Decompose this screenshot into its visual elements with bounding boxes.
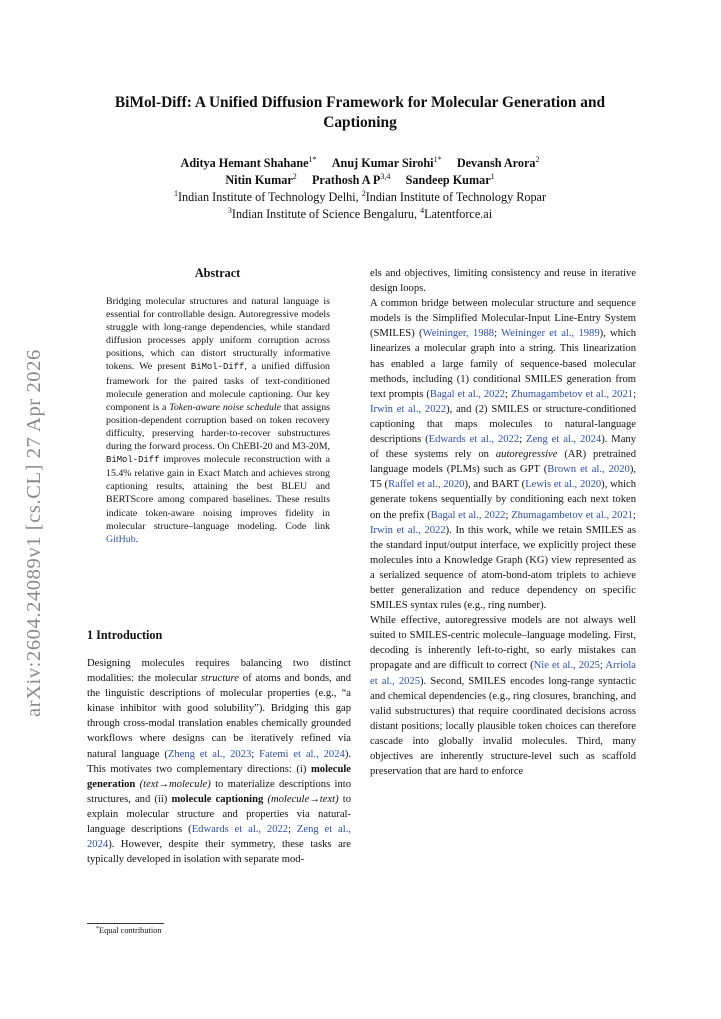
citation-link[interactable]: Weininger et al., 1989 xyxy=(501,328,600,340)
citation-link[interactable]: Bagal et al., 2022 xyxy=(429,388,506,400)
bold-term: molecule generation xyxy=(87,763,351,790)
paragraph: A common bridge between molecular structure and sequence models is the Simplified Molecular-Input Line-Entry System (SMILES) (Weininger, 1988; Weininger et al., 1989), which linearizes a molecular graph into a string. This linearization has enabled a large family of sequence-based molecular methods, including (1) conditional SMILES generation from text prompts (Bagal et al., 2022; Zhumagambetov et al., 2021; Irwin et al., 2022), and (2) SMILES or structure-conditioned captioning that maps molecules to natural-language descriptions (Edwards et al., 2022; Zeng et al., 2024). Many of these systems rely on autoregressive (AR) pretrained language models (PLMs) such as GPT (Brown et al., 2020), T5 (Raffel et al., 2020), and BART (Lewis et al., 2020), which generate tokens sequentially by conditioning each next token on the prefix (Bagal et al., 2022; Zhumagambetov et al., 2021; Irwin et al., 2022). In this work, while we retain SMILES as the standard input/output interface, we explicitly project these molecules into a Knowledge Graph (KG) view represented as a serialized sequence of atom-bond-atom triplets to achieve better generalization and reduce dependency on specific SMILES syntax rules (e.g., ring number). xyxy=(370,298,637,612)
affiliation-line-2 xyxy=(80,206,640,223)
author-name: Nitin Kumar xyxy=(225,173,293,187)
body-text: ), T5 ( xyxy=(370,464,636,491)
citation-link[interactable]: Edwards et al., 2022 xyxy=(191,824,289,836)
body-text: A common bridge between molecular structure and sequence models is the Simplified Molecular-Input Line-Entry System (SMILES) ( xyxy=(370,298,636,340)
citation-link[interactable]: Nie et al., 2025 xyxy=(533,660,600,672)
author-name: Devansh Arora xyxy=(456,156,536,170)
affiliation: Indian Institute of Technology Delhi, xyxy=(177,190,362,204)
paragraph: While effective, autoregressive models are not always well suited to SMILES-centric molecule–language modeling. First, decoding is inherently left-to-right, so early mistakes can propagate and are difficult to correct (Nie et al., 2025; Arriola et al., 2025). Second, SMILES encodes long-range syntactic and chemical dependencies (e.g., ring closures, branching, and valid substructures) that require coordinated decisions across distant positions; locally plausible token choices can therefore cascade into globally invalid molecules. Third, many objectives are inherently structure-level such as scaffold preservation that are hard to enforce xyxy=(370,615,636,778)
abstract-heading: Abstract xyxy=(194,266,241,280)
citation-link[interactable]: Zeng et al., 2024 xyxy=(526,434,602,446)
citation-link[interactable]: Zheng et al., 2023 xyxy=(167,748,252,760)
author-affil-mark: 1* xyxy=(308,155,317,164)
emphasis: structure xyxy=(201,673,239,685)
affiliation: Indian Institute of Science Bengaluru, xyxy=(231,207,421,221)
citation-link[interactable]: Irwin et al., 2022 xyxy=(370,403,447,415)
body-text: ), which generate tokens sequentially by conditioning each next token on the prefix ( xyxy=(370,479,637,521)
citation-link[interactable]: Zhumagambetov et al., 2021 xyxy=(510,388,634,400)
paragraph: els and objectives, limiting consistency and reuse in iterative design loops. xyxy=(370,268,636,295)
footnote xyxy=(96,926,162,935)
citation-link[interactable]: Fatemi et al., 2024 xyxy=(259,748,345,760)
github-link[interactable]: GitHub xyxy=(106,533,136,545)
affil-mark: 4 xyxy=(420,206,425,215)
abstract-text: improves molecule reconstruction with a 15.4% relative gain in Exact Match and achieves strong captioning results, attaining the best BLEU and BERTScore among compared baselines. These results indicate token-aware noising improves fidelity in molecular structure–language modeling. Code link xyxy=(106,454,330,532)
citation-link[interactable]: Arriola et al., 2025 xyxy=(370,660,636,687)
body-text: ), and BART ( xyxy=(464,479,526,491)
body-text: ). In this work, while we retain SMILES as the standard input/output interface, we explicitly project these molecules into a Knowledge Graph (KG) view represented as a serialized sequence of atom-bond-atom triplets to achieve better generalization and reduce dependency on specific SMILES syntax rules (e.g., ring number). xyxy=(370,524,637,612)
body-text: ). Second, SMILES encodes long-range syntactic and chemical dependencies (e.g., ring closures, branching, and valid substructures) that require coordinated decisions across distant positions; locally plausible token choices can therefore cascade into globally invalid molecules. Third, many objectives are inherently structure-level such as scaffold preservation that are hard to enforce xyxy=(370,675,636,778)
emphasis: (text→molecule) xyxy=(139,778,211,790)
abstract-text: . xyxy=(135,533,139,545)
model-name-code: BiMol-Diff xyxy=(106,455,160,466)
author-affil-mark: 1 xyxy=(490,172,495,181)
body-text: ). However, despite their symmetry, these tasks are typically developed in isolation with separate mod- xyxy=(87,839,351,866)
affiliation: Indian Institute of Technology Ropar xyxy=(365,190,547,204)
author-name: Prathosh A P xyxy=(311,173,381,187)
body-text: ). This motivates two complementary directions: (i) xyxy=(87,748,351,775)
affil-mark: 3 xyxy=(227,206,232,215)
citation-link[interactable]: Zeng et al., 2024 xyxy=(87,824,351,851)
body-text: ), which linearizes a molecular graph into a string. This linearization has enabled a large family of sequence-based molecular methods, including (1) conditional SMILES generation from text prompts ( xyxy=(370,328,637,400)
body-text: ), and (2) SMILES or structure-conditioned captioning that maps molecules to natural-language descriptions ( xyxy=(370,403,637,446)
author-block xyxy=(80,155,640,223)
author-affil-mark: 3,4 xyxy=(380,172,391,181)
citation-link[interactable]: Irwin et al., 2022 xyxy=(370,524,446,536)
paper-title: BiMol-Diff: A Unified Diffusion Framework for Molecular Generation and Captioning xyxy=(114,94,606,131)
footnote-rule xyxy=(87,923,164,924)
affil-mark: 1 xyxy=(173,189,178,198)
abstract-text: , a unified diffusion framework for the paired tasks of text-conditioned molecule generation and molecule captioning. Our key component is a xyxy=(106,361,330,413)
arxiv-id: arXiv:2604.24089v1 [cs.CL] 27 Apr 2026 xyxy=(23,349,45,717)
citation-link[interactable]: Bagal et al., 2022 xyxy=(430,509,506,521)
citation-link[interactable]: Weininger, 1988 xyxy=(422,328,495,340)
citation-link[interactable]: Lewis et al., 2020 xyxy=(525,479,602,491)
emphasis: autoregressive xyxy=(495,449,558,461)
body-text: to materialize descriptions into structures, and (ii) xyxy=(87,778,352,805)
body-text: ). Many of these systems rely on xyxy=(370,434,637,461)
body-text: to explain molecular structure and properties via natural-language descriptions ( xyxy=(87,793,351,836)
affiliation-line-1 xyxy=(80,189,640,206)
abstract-text: Bridging molecular structures and natural language is essential for controllable design. Autoregressive models struggle with long-range dependencies, while standard diffusion processes apply uniform corruption across positions, which can distort structurally informative tokens. We present xyxy=(106,296,330,373)
paragraph: Designing molecules requires balancing two distinct modalities: the molecular structure of atoms and bonds, and the linguistic descriptions of molecular properties (e.g., “a kinase inhibitor with good solubility”). Bridging this gap through cross-modal translation enables chemically grounded workflows where designs can be iteratively refined via natural language (Zheng et al., 2023; Fatemi et al., 2024). This motivates two complementary directions: (i) molecule generation (text→molecule) to materialize descriptions into structures, and (ii) molecule captioning (molecule→text) to explain molecular structure and properties via natural-language descriptions (Edwards et al., 2022; Zeng et al., 2024). However, despite their symmetry, these tasks are typically developed in isolation with separate mod- xyxy=(87,658,352,866)
author-affil-mark: 2 xyxy=(292,172,297,181)
footnote-mark: * xyxy=(96,926,99,932)
affil-mark: 2 xyxy=(361,189,366,198)
author-affil-mark: 2 xyxy=(535,155,540,164)
author-name: Aditya Hemant Shahane xyxy=(180,156,309,170)
author-row-1 xyxy=(80,155,640,172)
abstract-emphasis: Token-aware noise schedule xyxy=(169,401,282,413)
abstract-body xyxy=(106,295,330,546)
intro-column-left xyxy=(87,656,351,867)
intro-column-right xyxy=(370,266,636,779)
abstract-text: that assigns position-dependent corruption based on token recovery difficulty, preserving harder-to-recover substructures during the forward process. On ChEBI-20 and M3-20M, xyxy=(106,401,330,453)
emphasis: (molecule→text) xyxy=(267,793,339,805)
author-name: Sandeep Kumar xyxy=(405,173,491,187)
body-text: of atoms and bonds, and the linguistic descriptions of molecular properties (e.g., “a kinase inhibitor with good solubility”). Bridging this gap through cross-modal translation enables chemically grounded workflows where designs can be iteratively refined via natural language ( xyxy=(87,673,351,760)
section-heading-introduction: 1 Introduction xyxy=(87,628,163,642)
author-row-2 xyxy=(80,172,640,189)
citation-link[interactable]: Brown et al., 2020 xyxy=(547,464,630,476)
affiliation: Latentforce.ai xyxy=(424,207,493,221)
bold-term: molecule captioning xyxy=(171,793,264,805)
citation-link[interactable]: Raffel et al., 2020 xyxy=(388,479,465,491)
arxiv-watermark xyxy=(16,297,52,717)
body-text: While effective, autoregressive models are not always well suited to SMILES-centric molecule–language modeling. First, decoding is inherently left-to-right, so early mistakes can propagate and are difficult to correct ( xyxy=(370,615,636,672)
citation-link[interactable]: Zhumagambetov et al., 2021 xyxy=(511,509,634,521)
citation-link[interactable]: Edwards et al., 2022 xyxy=(428,434,520,446)
author-affil-mark: 1* xyxy=(433,155,442,164)
author-name: Anuj Kumar Sirohi xyxy=(331,156,434,170)
footnote-text: Equal contribution xyxy=(99,926,162,935)
body-text: (AR) pretrained language models (PLMs) such as GPT ( xyxy=(370,449,636,476)
body-text: Designing molecules requires balancing two distinct modalities: the molecular xyxy=(87,658,351,685)
model-name-code: BiMol-Diff xyxy=(190,362,245,373)
